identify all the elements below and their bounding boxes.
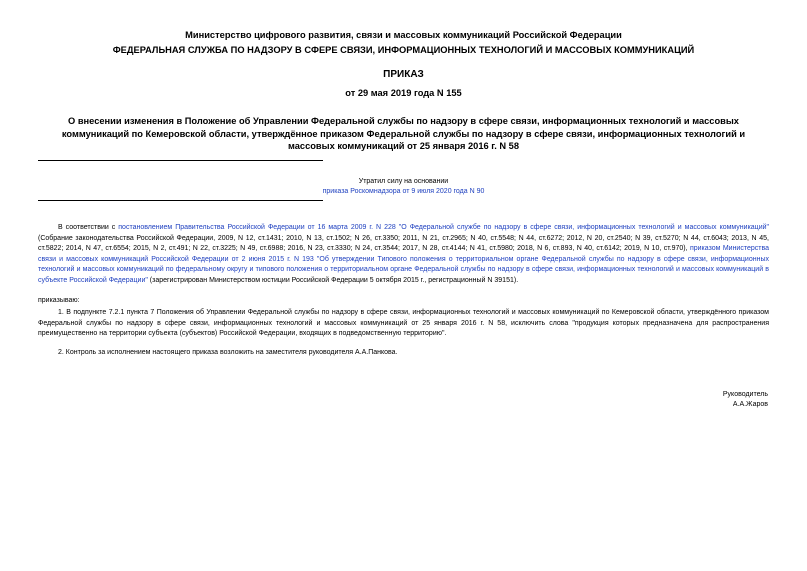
clause-2: 2. Контроль за исполнением настоящего приказа возложить на заместителя руководителя А.А.Панкова. — [58, 349, 398, 356]
service-title: ФЕДЕРАЛЬНАЯ СЛУЖБА ПО НАДЗОРУ В СФЕРЕ СВЯЗИ, ИНФОРМАЦИОННЫХ ТЕХНОЛОГИЙ И МАССОВЫХ КОММУНИКАЦИЙ — [112, 45, 695, 55]
ministry-order-link[interactable]: приказом Министерства связи и массовых коммуникаций Российской Федерации от 2 июня 2015 г. N 193 "Об утверждении Типового положения о территориальном органе Федеральной службы по надзору в сфере связи, информационных технологий и массовых коммуникаций по федеральному округу и типового положения о территориальном органе Федеральной службы по надзору в сфере связи, информационных технологий и массовых коммуникаций в субъекте Российской Федерации" — [38, 245, 769, 284]
signatory-title: Руководитель — [722, 391, 768, 398]
document-type: ПРИКАЗ — [383, 69, 424, 80]
order-word: приказываю: — [38, 297, 80, 304]
divider-top — [38, 160, 323, 161]
ministry-title: Министерство цифрового развития, связи и массовых коммуникаций Российской Федерации — [185, 30, 622, 40]
lost-force-line — [0, 188, 807, 195]
preamble-paragraph — [38, 223, 769, 287]
document-subject: О внесении изменения в Положение об Управлении Федеральной службы по надзору в сфере связи, информационных технологий и массовых коммуникаций по Кемеровской области, утверждённое приказом Федеральной службы по надзору в сфере связи, информационных технологий и массовых коммуникаций от 25 января 2016 г. N 58 — [61, 116, 746, 151]
divider-bottom — [38, 200, 323, 201]
government-decree-link[interactable]: постановлением Правительства Российской Федерации от 16 марта 2009 г. N 228 "О Федеральной службе по надзору в сфере связи, информационных технологий и массовых коммуникаций" — [118, 224, 769, 231]
document-date-number: от 29 мая 2019 года N 155 — [345, 88, 462, 98]
preamble-start: В соответствии с — [58, 224, 119, 231]
lost-force-link[interactable]: приказа Роскомнадзора от 9 июля 2020 года N 90 — [322, 188, 485, 195]
preamble-end: (зарегистрирован Министерством юстиции Российской Федерации 5 октября 2015 г., регистрационный N 39151). — [147, 276, 519, 284]
clause-1: 1. В подпункте 7.2.1 пункта 7 Положения об Управлении Федеральной службы по надзору в сфере связи, информационных технологий и массовых коммуникаций по Кемеровской области, утверждённого приказом Федеральной службы по надзору в сфере связи, информационных технологий и массовых коммуникаций от 25 января 2016 г. N 58, исключить слова "продукция которых предназначена для распространения преимущественно на территории субъекта (субъектов) Российской Федерации, входящих в подведомственную территорию". — [38, 309, 769, 338]
lost-force-note: Утратил силу на основании — [358, 178, 449, 185]
signatory-name: А.А.Жаров — [732, 401, 768, 408]
preamble-citations: (Собрание законодательства Российской Федерации, 2009, N 12, ст.1431; 2010, N 13, ст.1502; N 26, ст.3350; 2011, N 21, ст.2965; N 40, ст.5548; N 44, ст.6272; 2012, N 20, ст.2540; N 39, ст.5270; N 44, ст.6043; 2013, N 45, ст.5822; 2014, N 47, ст.6554; 2015, N 2, ст.491; N 22, ст.3225; N 49, ст.6988; 2016, N 23, ст.3330; N 24, ст.3544; 2017, N 28, ст.4144; N 41, ст.5980; 2018, N 6, ст.893, N 40, ст.6142; 2019, N 10, ст.970), — [38, 234, 769, 253]
